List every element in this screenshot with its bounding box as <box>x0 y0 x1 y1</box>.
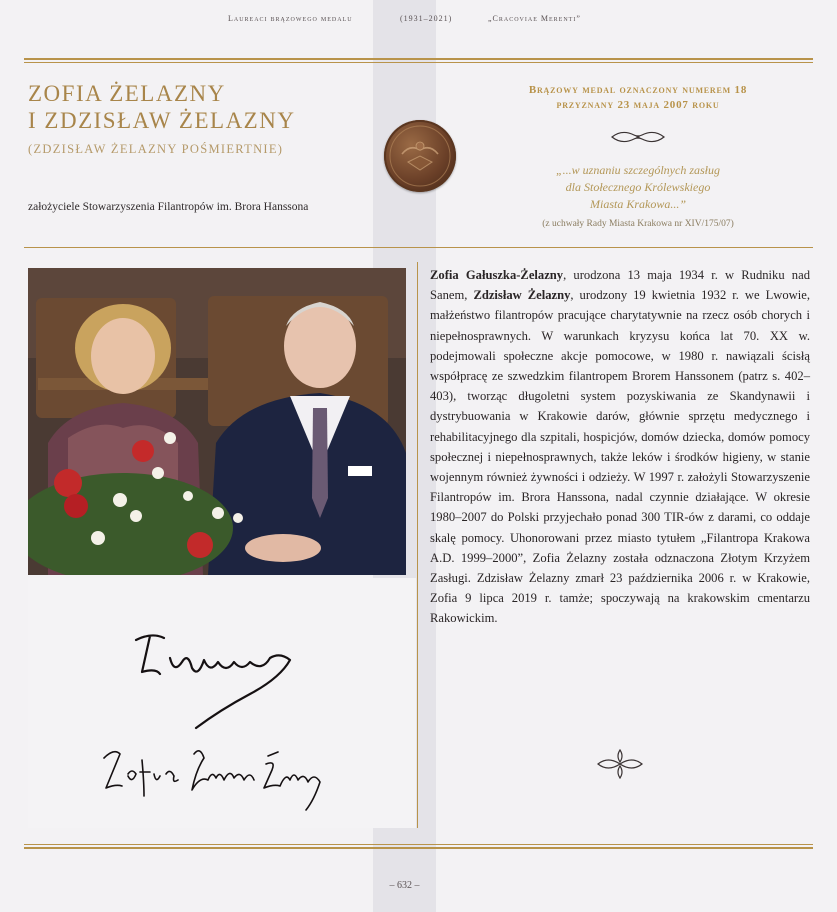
title-line-1: ZOFIA ŻELAZNY <box>28 81 226 106</box>
medal-award-heading <box>470 83 806 113</box>
running-head-left: Laureaci brązowego medalu <box>228 14 353 23</box>
citation-line-2: dla Stołecznego Królewskiego <box>565 180 711 194</box>
bottom-rule-thin <box>24 844 813 845</box>
signature-zdzislaw <box>130 628 306 738</box>
bronze-medal-image <box>384 120 456 192</box>
running-head-right: „Cracoviae Merenti” <box>488 14 581 23</box>
top-rule-thin <box>24 62 813 63</box>
medal-award-line-1: Brązowy medal oznaczony numerem 18 <box>528 84 748 96</box>
medal-relief-icon <box>384 120 456 192</box>
signature-zofia <box>100 740 332 816</box>
couple-photo-illustration <box>28 268 406 575</box>
column-divider <box>417 262 418 828</box>
bio-name-zdzislaw: Zdzisław Żelazny <box>473 288 571 303</box>
bio-part-1: , urodzona 13 maja 1934 r. w Rudniku nad Sanem, <box>430 268 810 303</box>
citation-quote <box>470 162 806 213</box>
top-rule <box>24 58 813 60</box>
bio-name-zofia: Zofia Gałuszka-Żelazny <box>430 268 564 282</box>
ornament-end-icon <box>594 746 646 782</box>
citation-line-3: Miasta Krakowa...” <box>589 197 686 211</box>
medal-award-line-2: przyznany 23 maja 2007 roku <box>556 99 720 111</box>
page-title <box>28 80 358 134</box>
biography-text <box>430 265 810 629</box>
page-number: – 632 – <box>389 880 420 891</box>
founders-caption: założyciele Stowarzyszenia Filantropów im. Brora Hanssona <box>28 201 309 213</box>
title-line-2: I ZDZISŁAW ŻELAZNY <box>28 108 296 133</box>
page-subtitle: (ZDZISŁAW ŻELAZNY POŚMIERTNIE) <box>28 142 284 156</box>
bottom-rule <box>24 847 813 849</box>
running-head-center: (1931–2021) <box>400 14 453 23</box>
section-rule <box>24 247 813 248</box>
citation-line-1: „...w uznaniu szczególnych zasług <box>555 163 720 177</box>
couple-photo <box>28 268 406 575</box>
bio-part-2: , urodzony 19 kwietnia 1932 r. we Lwowie, małżeństwo filantropów pracujące charytatywnie na rzecz osób chorych i niepełnosprawnych. W warunkach kryzysu końca lat 70. XX w. podejmowali społeczne akcje pomocowe, w 1980 r. nawiązali ścisłą współpracę ze szwedzkim filantropem Brorem Hanssonem (patrz s. 402–403), tworząc długoletni system pozyskiwania ze Skandynawii i dystrybuowania w Krakowie darów, głównie sprzętu medycznego i rehabilitacyjnego dla szpitali, hospicjów, domów dziecka, domów pomocy społecznej i niepełnosprawnych, także leków i środków higieny, w stanie wojennym również żywności i odzieży. W 1997 r. założyli Stowarzyszenie Filantropów im. Brora Hanssona, nadal czynnie działające. W okresie 1980–2007 do Polski przyjechało ponad 300 TIR-ów z darami, co oddaje skalę pomocy. Uhonorowani przez miasto tytułem „Filantropa Krakowa A.D. 1999–2000”, Zofia Żelazny została odznaczona Złotym Krzyżem Zasługi. Zdzisław Żelazny zmarł 23 października 2006 r. w Krakowie, Zofia 9 lipca 2019 r. tamże; spoczywają na krakowskim cmentarzu Rakowickim. <box>430 288 811 626</box>
ornament-flourish-icon <box>608 128 668 146</box>
resolution-reference: (z uchwały Rady Miasta Krakowa nr XIV/175/07) <box>542 219 734 229</box>
